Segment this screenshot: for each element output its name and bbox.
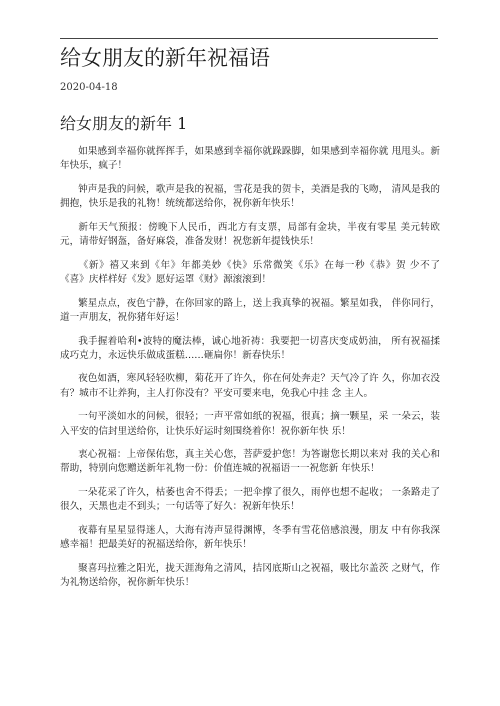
paragraph: 衷心祝福：上帝保佑您，真主关心您，菩萨爱护您！为答谢您长期以来对 我的关心和帮助，特别向您赠送新年礼物一份：价值连城的祝福语一一祝您新 年快乐！ — [60, 449, 440, 475]
paragraph: 聚喜玛拉雅之阳光，拢天涯海角之清风，拮冈底斯山之祝福，吸比尔盖茨 之财气，作为礼物送给你，祝你新年快乐！ — [60, 562, 440, 589]
paragraph: 繁星点点，夜色宁静，在你回家的路上，送上我真挚的祝福。繁星如我， 伴你同行，道一声朋友，祝你猪年好运！ — [60, 297, 440, 323]
section-heading: 给女朋友的新年 1 — [60, 114, 188, 133]
header-divider — [60, 38, 438, 39]
paragraph: 我手握着哈利•波特的魔法棒，诚心地祈祷：我要把一切喜庆变成奶油， 所有祝福揉成巧克力，永远快乐做成蛋糕……砸扁你！新春快乐！ — [60, 335, 440, 361]
page-title: 给女朋友的新年祝福语 — [60, 46, 270, 70]
paragraph: 《新》禧又来到《年》年都美妙《快》乐常微笑《乐》在每一秒《恭》贺 少不了《喜》庆样样好《发》愿好运罩《财》源滚滚到！ — [60, 259, 440, 285]
paragraph: 如果感到幸福你就挥挥手，如果感到幸福你就跺跺脚，如果感到幸福你就 甩甩头。新年快乐，疯子！ — [60, 146, 440, 172]
publish-date: 2020-04-18 — [60, 82, 118, 93]
article-body — [60, 145, 440, 600]
paragraph: 新年天气预报：傍晚下人民币，西北方有支票，局部有金块，半夜有零星 美元转欧元，请带好钢盔，备好麻袋，准备发财！祝您新年提钱快乐！ — [60, 221, 440, 248]
paragraph: 钟声是我的问候，歌声是我的祝福，雪花是我的贺卡，美酒是我的飞吻， 清风是我的拥抱，快乐是我的礼物！统统都送给你，祝你新年快乐！ — [60, 183, 440, 210]
paragraph: 一朵花采了许久，枯萎也舍不得丢；一把伞撑了很久，雨停也想不起收； 一条路走了很久，天黑也走不到头；一句话等了好久：祝新年快乐！ — [60, 487, 440, 513]
paragraph: 夜幕有星星显得迷人，大海有涛声显得渊博，冬季有雪花倍感浪漫，朋友 中有你我深感幸福！把最美好的祝福送给你，新年快乐！ — [60, 525, 440, 551]
paragraph: 夜色如酒，寒风轻轻吹柳，菊花开了许久，你在何处奔走？天气冷了许 久，你加衣没有？城市不让养狗，主人打你没有？平安可要来电，免我心中挂 念 主人。 — [60, 373, 440, 399]
paragraph: 一句平淡如水的问候，很轻；一声平常如纸的祝福，很真；摘一颗星，采 一朵云，装入平安的信封里送给你，让快乐好运时刻围绕着你！祝你新年快 乐！ — [60, 411, 440, 437]
